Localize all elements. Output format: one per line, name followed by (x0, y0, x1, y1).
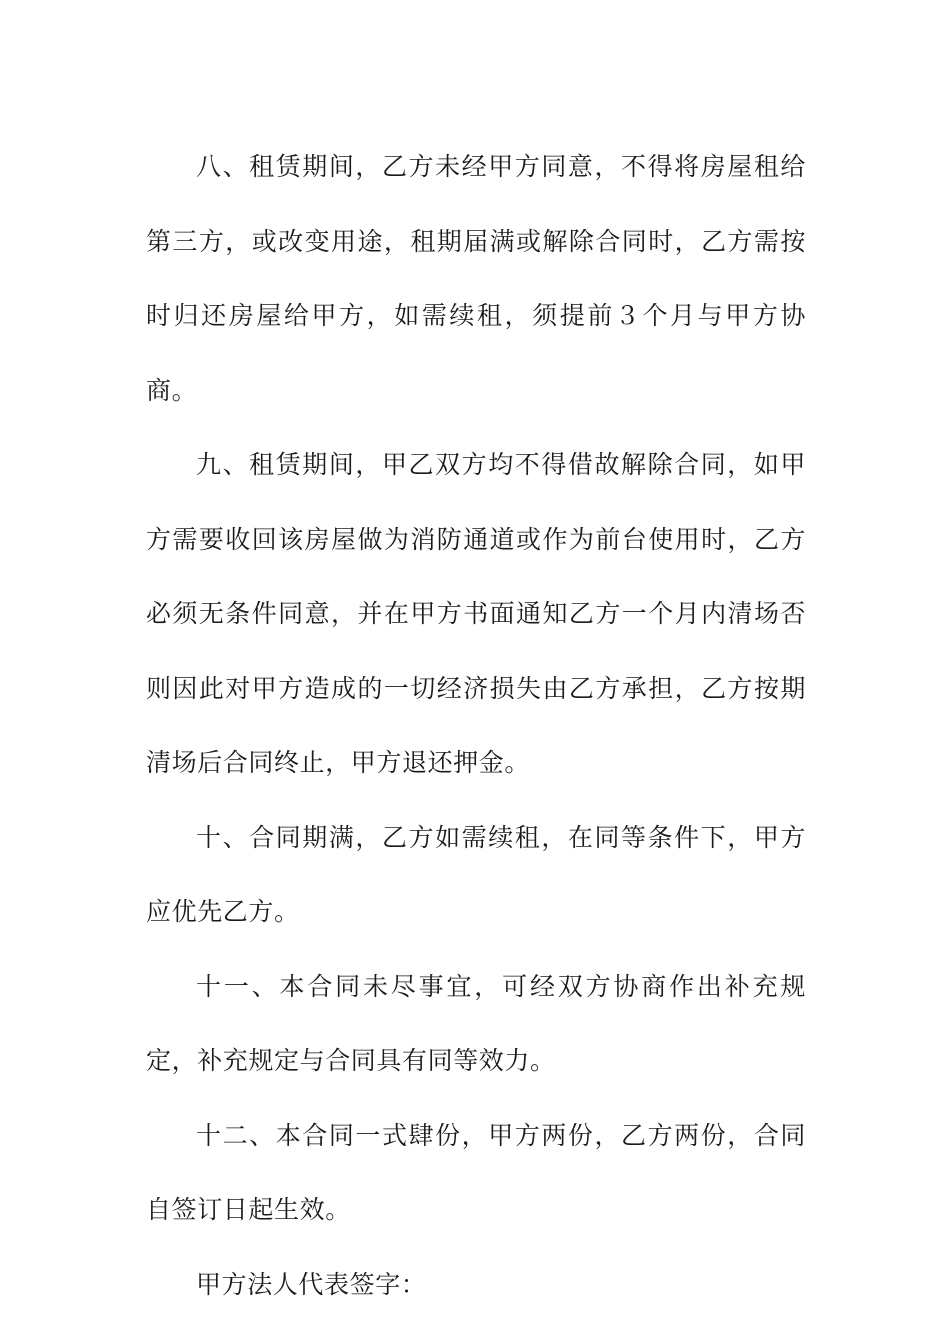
clause-8: 八、租赁期间，乙方未经甲方同意，不得将房屋租给第三方，或改变用途，租期届满或解除合同时，乙方需按时归还房屋给甲方，如需续租，须提前３个月与甲方协商。 (146, 152, 806, 405)
document-body (146, 130, 806, 1322)
clause-12: 十二、本合同一式肆份，甲方两份，乙方两份，合同自签订日起生效。 (146, 1120, 806, 1224)
clause-9: 九、租赁期间，甲乙双方均不得借故解除合同，如甲方需要收回该房屋做为消防通道或作为前台使用时，乙方必须无条件同意，并在甲方书面通知乙方一个月内清场否则因此对甲方造成的一切经济损失由乙方承担，乙方按期清场后合同终止，甲方退还押金。 (146, 450, 806, 777)
clause-10: 十、合同期满，乙方如需续租，在同等条件下，甲方应优先乙方。 (146, 822, 806, 926)
clause-11: 十一、本合同未尽事宜，可经双方协商作出补充规定，补充规定与合同具有同等效力。 (146, 971, 806, 1075)
party-a-signature-line: 甲方法人代表签字： (196, 1269, 427, 1299)
